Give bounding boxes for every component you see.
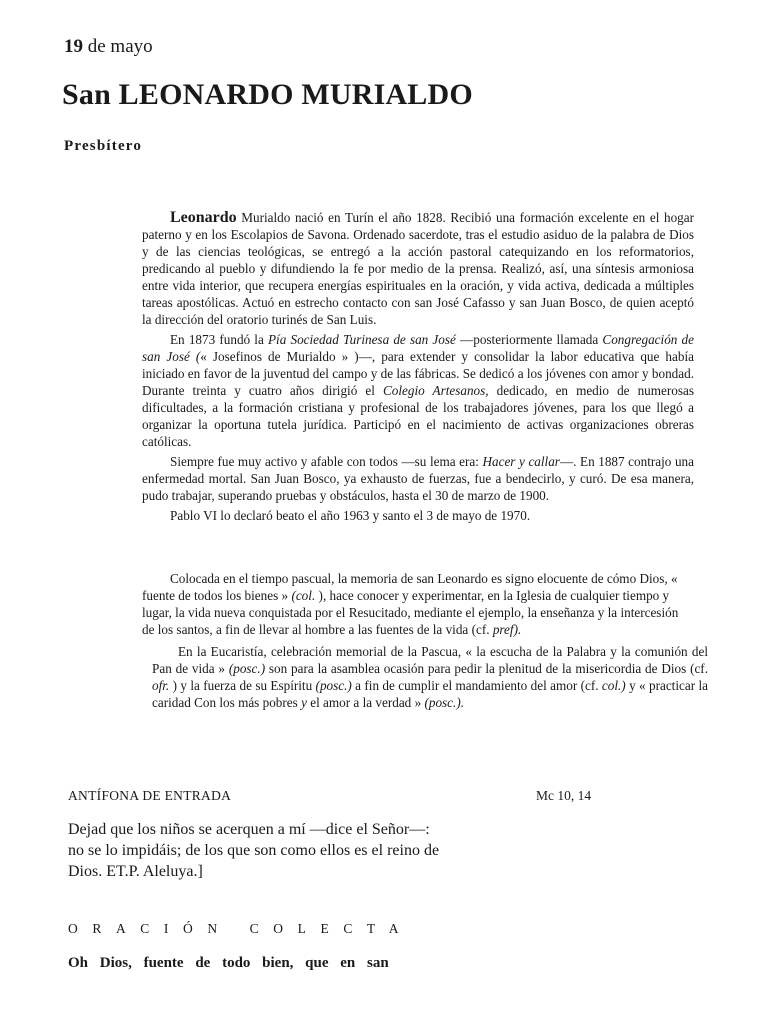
text-run: dedicado, en medio de numerosas dificultades, a la formación cristiana y profesional de los trabajadores jóvenes, para los que llegó a organizar la oportuna tutela jurídica. Participó en el nacimiento de activas organizaciones obreras católicas.: [142, 383, 694, 449]
intro-paragraph: [142, 643, 708, 711]
italic-text: (col.: [291, 588, 316, 603]
collect-text: Oh Dios, fuente de todo bien, que en san: [68, 955, 389, 971]
biography-section: [142, 209, 694, 524]
text-run: el amor a la verdad »: [306, 695, 425, 710]
text-run: En 1873 fundó la: [170, 332, 268, 347]
italic-text: col.): [601, 678, 626, 693]
italic-text: Hacer y callar: [482, 454, 560, 469]
lead-word: Leonardo: [170, 209, 237, 226]
italic-text: Congregación de san José (: [142, 332, 695, 364]
italic-text: (posc.).: [424, 695, 465, 710]
antiphon-label: ANTÍFONA DE ENTRADA: [68, 788, 232, 803]
text-run: En la Eucaristía, celebración memorial de la Pascua, « la escucha de la Palabra y la comunión del Pan de vida »: [152, 644, 708, 676]
italic-text: pref).: [492, 622, 522, 637]
text-run: « Josefinos de Murialdo » )—, para extender y consolidar la labor educativa que había iniciado en favor de la juventud del campo y de las fábricas. Se dedicó a los jóvenes con amor y bondad. Durante treinta y cuatro años dirigió el: [142, 349, 694, 398]
text-run: ), hace conocer y experimentar, en la Iglesia de cualquier tiempo y lugar, la vida nueva conquistada por el Resucitado, mediante el ejemplo, la enseñanza y la intercesión de los santos, a fin de llevar al hombre a las fuentes de la vida (cf.: [142, 588, 679, 637]
text-run: —. En 1887 contrajo una enfermedad mortal. San Juan Bosco, ya exhausto de fuerzas, fue a bendecirlo, y curó. De esa manera, pudo trabajar, superando pruebas y obstáculos, hasta el 30 de marzo de 1900.: [142, 454, 695, 503]
italic-text: (posc.): [315, 678, 352, 693]
paragraph-text: Murialdo nació en Turín el año 1828. Recibió una formación excelente en el hogar paterno y en los Escolapios de Savona. Ordenado sacerdote, tras el estudio asiduo de la palabra de Dios y de las ciencias teológicas, se entregó a la acción pastoral catequizando en los reformatorios, predicando al pueblo y difundiendo la fe por medio de la prensa. Realizó, así, una síntesis armoniosa entre vida interior, que recupera energías espirituales en la oración, y vida activa, dedicada a múltiples tareas apostólicas. Actuó en estrecho contacto con san José Cafasso y san Juan Bosco, de quien aceptó la dirección del oratorio turinés de San Luis.: [142, 210, 694, 327]
biography-paragraph: Pablo VI lo declaró beato el año 1963 y santo el 3 de mayo de 1970.: [170, 508, 531, 523]
text-run: y « practicar la caridad Con los más pobres: [152, 678, 708, 710]
text-run: —posteriormente llamada: [455, 332, 603, 347]
text-run: a fin de cumplir el mandamiento del amor (cf.: [351, 678, 602, 693]
page-subtitle: Presbítero: [64, 138, 143, 154]
antiphon-text: Dejad que los niños se acerquen a mí —dice el Señor—: no se lo impidáis; de los que son como ellos es el reino de Dios. ET.P. Aleluya.]: [68, 821, 440, 880]
italic-text: Colegio Artesanos,: [382, 383, 489, 398]
date-day: 19: [64, 36, 83, 57]
antiphon-reference: Mc 10, 14: [536, 788, 592, 803]
biography-paragraph: [142, 209, 694, 328]
text-run: Siempre fue muy activo y afable con todos —su lema era:: [170, 454, 483, 469]
date-month: de mayo: [87, 36, 153, 57]
italic-text: y: [301, 695, 307, 710]
collect-label: ORACIÓN COLECTA: [68, 921, 414, 936]
text-run: son para la asamblea ocasión para pedir la plenitud de la misericordia de Dios (cf.: [265, 661, 708, 676]
text-run: ) y la fuerza de su Espíritu: [169, 678, 316, 693]
italic-text: (posc.): [228, 661, 266, 676]
page-title: San LEONARDO MURIALDO: [62, 78, 473, 111]
intro-paragraph: [142, 570, 694, 638]
biography-paragraph: [142, 331, 694, 450]
biography-paragraph: [142, 453, 694, 504]
italic-text: ofr.: [152, 678, 170, 693]
introduction-section: [142, 570, 708, 711]
text-run: Colocada en el tiempo pascual, la memoria de san Leonardo es signo elocuente de cómo Dios, « fuente de todos los bienes »: [142, 571, 678, 603]
date-heading: [64, 36, 153, 58]
italic-text: Pía Sociedad Turinesa de san José: [268, 332, 456, 347]
